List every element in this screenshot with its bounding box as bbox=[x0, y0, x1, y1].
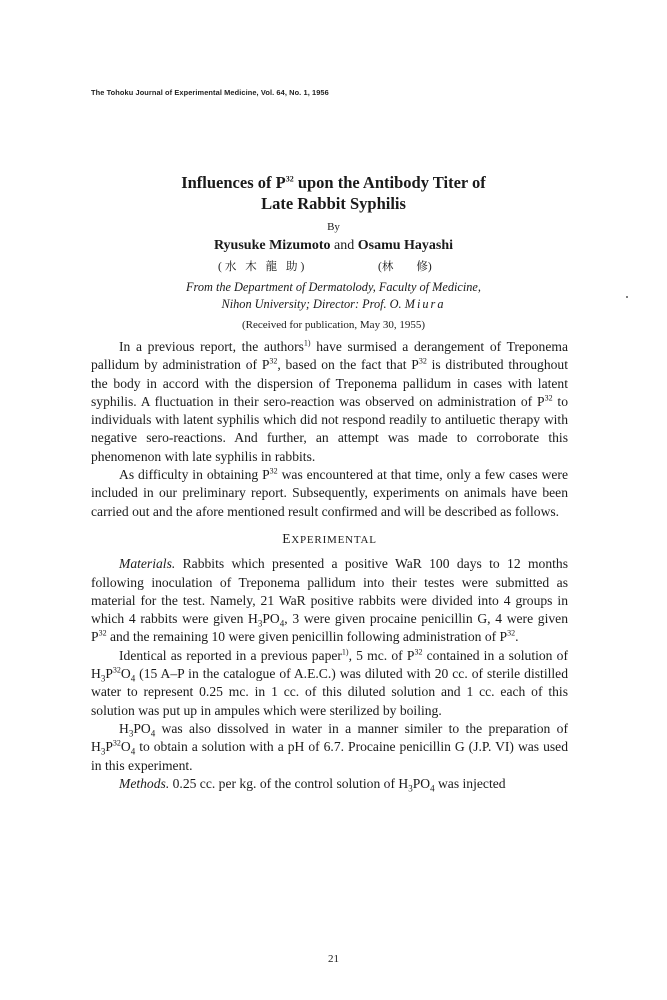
author-1-kanji: (水 木 龍 助) bbox=[218, 261, 308, 273]
affiliation-line-2 bbox=[0, 296, 667, 313]
title-part1: Influences of P bbox=[181, 173, 286, 192]
journal-header: The Tohoku Journal of Experimental Medicine, Vol. 64, No. 1, 1956 bbox=[91, 88, 329, 97]
paper-title bbox=[0, 172, 667, 214]
page-number: 21 bbox=[328, 953, 339, 965]
paragraph-difficulty: As difficulty in obtaining $P^{32}$ was encountered at that time, only a few cases were included in our preliminary report. Subsequently, experiments on animals have been carried out and the afore mentioned result confirmed and will be described as follows. bbox=[91, 466, 568, 519]
author-1: Ryusuke Mizumoto bbox=[213, 238, 331, 253]
author-2-kanji: (林 修) bbox=[378, 261, 432, 273]
authors bbox=[0, 238, 667, 254]
article-body bbox=[91, 338, 568, 793]
author-conjunction: and bbox=[334, 238, 355, 253]
author-2: Osamu Hayashi bbox=[357, 238, 454, 253]
section-heading-experimental: EXPERIMENTAL bbox=[282, 530, 377, 546]
title-line2: Late Rabbit Syphilis bbox=[261, 194, 406, 213]
label-methods: Methods. bbox=[119, 775, 170, 791]
title-part2: upon the Antibody Titer of bbox=[293, 173, 486, 192]
title-superscript: 32 bbox=[285, 174, 294, 184]
by-label: By bbox=[327, 221, 340, 233]
received-date: (Received for publication, May 30, 1955) bbox=[242, 319, 425, 331]
paragraph-methods: Methods. 0.25 cc. per kg. of the control solution of $H_3PO_4$ was injected bbox=[119, 775, 506, 794]
affiliation-director: Nihon University; Director: Prof. O. bbox=[221, 297, 405, 311]
affiliation-director-name: Miura bbox=[404, 297, 446, 311]
affiliation-line-1: From the Department of Dermatolody, Faculty of Medicine, bbox=[186, 280, 481, 294]
paragraph-materials: Materials. Rabbits which presented a positive WaR 100 days to 12 months following inoculation of Treponema pallidum into their testes were submitted as material for the test. Namely, 21 WaR positive rabbits were divided into 4 groups in which 4 rabbits were given $H_3PO_4$, 3 were given procaine penicillin G, 4 were given $P^{32}$ and the remaining 10 were given penicillin following administration of $P^{32}$. bbox=[91, 556, 569, 645]
paragraph-control-solution: $H_3PO_4$ was also dissolved in water in a manner similer to the preparation of $H_3P^{32}O_4$ to obtain a solution with a pH of 6.7. Procaine penicillin G (J.P. VI) was used in this experiment. bbox=[91, 720, 568, 773]
label-materials: Materials. bbox=[119, 556, 176, 572]
paragraph-solution-preparation: Identical as reported in a previous paper$^{1)}$, 5 mc. of $P^{32}$ contained in a solution of $H_3P^{32}O_4$ (15 A–P in the catalogue of A.E.C.) was diluted with 20 cc. of sterile distilled water to represent 0.25 mc. in 1 cc. of this diluted solution and 1 cc. each of this solution was put up in ampules which were sterilized by boiling. bbox=[91, 647, 568, 718]
stray-mark bbox=[626, 296, 628, 298]
paragraph-intro: In a previous report, the authors$^{1)}$ have surmised a derangement of Treponema pallidum by administration of $P^{32}$, based on the fact that $P^{32}$ is distributed throughout the body in accord with the dispersion of Treponema pallidum in cases with latent syphilis. A fluctuation in their sero-reaction was observed on administration of $P^{32}$ to individuals with latent syphilis which did not respond readily to antiluetic therapy with negative sero-reactions. And further, an attempt was made to corroborate this phenomenon with late syphilis in rabbits. bbox=[91, 338, 568, 464]
